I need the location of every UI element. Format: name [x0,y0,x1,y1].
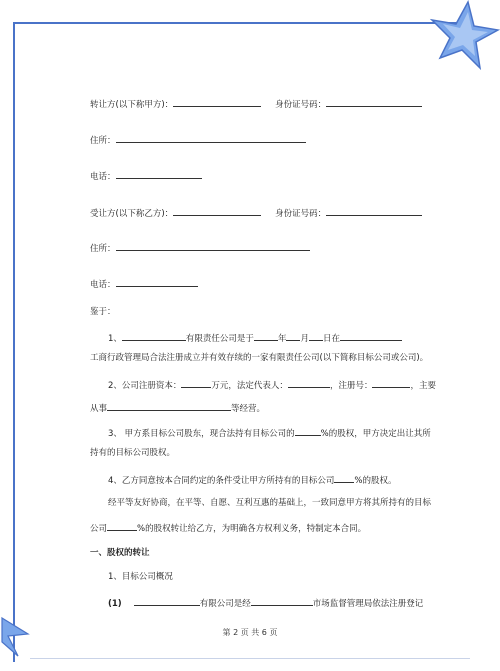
page-frame-bottom-border [30,658,470,659]
clause-2-line-1 [108,377,436,392]
registry-blank [340,330,402,341]
transferee-phone-label: 电话： [90,280,116,290]
transferor-address-label: 住所： [90,136,116,146]
transferor-phone-row [90,168,202,183]
star-decoration-icon [410,0,500,72]
transferee-address-row [90,240,310,255]
clause-2-text-a: 2、公司注册资本： [108,381,182,391]
agreement-percent-blank [107,520,137,531]
clause-2-text-e: 从事 [90,404,108,414]
item-1-number: (1) [108,599,122,609]
transferee-address-blank [116,240,310,251]
agreement-line-2 [90,520,366,535]
item-1-text-a: 有限公司是经 [199,599,251,609]
clause-1-number: 1、 [108,334,122,344]
clause-2-text-d: ，主要 [410,381,436,391]
transferee-id-label: 身份证号码： [275,209,327,219]
clause-2-text-c: ，注册号： [329,381,373,391]
item-1-text-b: 市场监督管理局依法注册登记 [312,599,424,609]
transferor-row [90,96,422,111]
clause-3-text-b: %的股权，甲方决定出让其所 [320,429,431,439]
transferor-id-label: 身份证号码： [275,100,327,110]
transferor-address-row [90,132,306,147]
business-scope-blank [107,400,231,411]
clause-1-text-a: 有限责任公司是于 [185,334,254,344]
transferor-phone-blank [116,168,202,179]
transferor-id-blank [326,96,422,107]
clause-1-year: 年 [277,334,287,344]
clause-2-line-2 [90,400,265,415]
page-frame-left-border [13,22,15,662]
page-footer: 第 2 页 共 6 页 [222,628,278,637]
capital-blank [181,377,211,388]
clause-1-line-1 [108,330,402,345]
transfer-percent-blank [334,472,354,483]
year-blank [254,330,278,341]
transferee-name-blank [173,205,261,216]
share-percent-blank [295,425,321,436]
agreement-line-1: 经平等友好协商，在平等、自愿、互利互惠的基础上，一致同意甲方将其所持有的目标 [108,498,432,508]
transferee-row [90,205,422,220]
transferee-phone-row [90,276,198,291]
transferor-label: 转让方(以下称甲方)： [90,100,174,110]
transferee-address-label: 住所： [90,244,116,254]
agreement-text-b: %的股权转让给乙方，为明确各方权利义务，特制定本合同。 [137,524,367,534]
clause-2-text-f: 等经营。 [231,404,266,414]
transferee-label: 受让方(以下称乙方)： [90,209,174,219]
clause-3-line-1 [108,425,431,440]
agreement-text-a: 公司 [90,524,108,534]
transferor-name-blank [173,96,261,107]
clause-4-text-b: %的股权。 [354,476,397,486]
page-frame-top-border [14,22,458,24]
clause-4-line [108,472,397,487]
clause-3-text-a: 3、 甲方系目标公司股东，现合法持有目标公司的 [108,429,295,439]
transferor-phone-label: 电话： [90,172,116,182]
clause-1-line-2: 工商行政管理局合法注册成立并有效存续的一家有限责任公司(以下简称目标公司或公司)。 [90,353,429,363]
month-blank [286,330,300,341]
transferor-address-blank [116,132,306,143]
company-name-blank [122,330,186,341]
clause-1-month: 月 [300,334,309,344]
clause-3-line-2: 持有的目标公司股权。 [90,448,176,458]
reg-number-blank [372,377,410,388]
section-1-heading: 一、股权的转让 [90,548,150,558]
clause-2-text-b: 万元，法定代表人： [211,381,288,391]
item-1-company-blank [134,595,200,606]
legal-rep-blank [288,377,330,388]
section-1-sub-1: 1、目标公司概况 [108,572,173,582]
whereas-heading: 鉴于： [90,307,116,317]
transferee-phone-blank [116,276,198,287]
transferee-id-blank [326,205,422,216]
clause-1-day: 日在 [322,334,340,344]
clause-4-text-a: 4、乙方同意按本合同约定的条件受让甲方所持有的目标公司 [108,476,335,486]
day-blank [309,330,323,341]
item-1-city-blank [251,595,313,606]
section-1-item-1 [108,595,423,610]
